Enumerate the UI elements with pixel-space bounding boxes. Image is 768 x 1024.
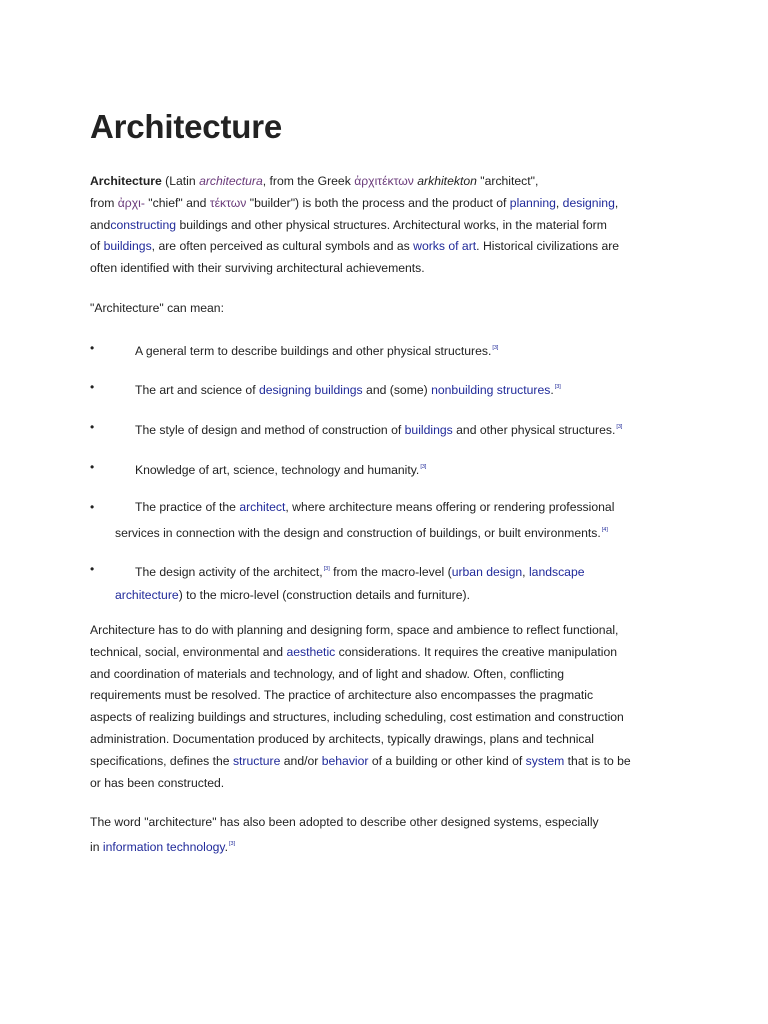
link-structure[interactable]: structure xyxy=(232,753,281,768)
intro-paragraph: Architecture (Latin architectura, from the Greek ἀρχιτέκτων arkhitekton "architect", from ἀρχι- "chief" and τέκτων "builder") is both the process and the product of planning, designing, andconstructing buildings and other physical structures. Architectural works, in the material form of buildings, are often perceived as cultural symbols and as works of art. Historical civilizations are often identified with their surviving architectural achievements. xyxy=(90,174,620,276)
bullet-icon: • xyxy=(90,460,95,474)
list-item: • A general term to describe buildings and other physical structures.[3] xyxy=(90,337,690,363)
link-works-of-art[interactable]: works of art xyxy=(413,239,477,254)
body-paragraph: The word "architecture" has also been adopted to describe other designed systems, especially in information technology.[3] xyxy=(90,815,599,854)
link-landscape-architecture[interactable]: landscape xyxy=(528,565,585,579)
bullet-icon: • xyxy=(90,500,95,514)
list-item: • The art and science of designing buildings and (some) nonbuilding structures.[3] xyxy=(90,376,690,402)
bullet-icon: • xyxy=(90,420,95,434)
body-paragraph: Architecture has to do with planning and designing form, space and ambience to reflect functional, technical, social, environmental and aesthetic considerations. It requires the creative manipulation and coordination of materials and technology, and of light and shadow. Often, conflicting requirements must be resolved. The practice of architecture also encompasses the pragmatic aspects of realizing buildings and structures, including scheduling, cost estimation and construction administration. Documentation produced by architects, typically drawings, plans and technical specifications, defines the structure and/or behavior of a building or other kind of system that is to be or has been constructed. xyxy=(90,623,631,790)
link-behavior[interactable]: behavior xyxy=(321,753,369,768)
link-architectura[interactable]: architectura xyxy=(199,174,263,188)
bullet-icon: • xyxy=(90,341,95,355)
reference-link[interactable]: [3] xyxy=(492,345,499,351)
link-information-technology[interactable]: information technology xyxy=(102,839,225,854)
link-constructing[interactable]: constructing xyxy=(110,217,177,232)
link-landscape-architecture-cont[interactable]: architecture xyxy=(115,587,179,602)
reference-link[interactable]: [3] xyxy=(420,464,427,470)
link-buildings-2[interactable]: buildings xyxy=(404,423,453,437)
list-item: • The style of design and method of construction of buildings and other physical structures.[3] xyxy=(90,416,690,442)
intro-bold-term: Architecture xyxy=(90,174,162,188)
list-item: • Knowledge of art, science, technology and humanity.[3] xyxy=(90,456,690,482)
link-urban-design[interactable]: urban design xyxy=(451,565,523,579)
reference-link[interactable]: [3] xyxy=(229,840,236,847)
page-title: Architecture xyxy=(90,108,282,145)
list-item: • The practice of the architect, where architecture means offering or rendering professional services in connection with the design and construction of buildings, or built environments.[4] xyxy=(90,496,690,544)
link-greek-arkhitekton[interactable]: ἀρχιτέκτων xyxy=(354,174,414,188)
link-greek-arkhi[interactable]: ἀρχι- xyxy=(117,195,145,210)
reference-link[interactable]: [3] xyxy=(616,424,623,430)
bullet-icon: • xyxy=(90,562,95,576)
link-buildings[interactable]: buildings xyxy=(103,239,152,254)
link-planning[interactable]: planning xyxy=(509,195,556,210)
list-item: • The design activity of the architect,[3] from the macro-level (urban design, landscape architecture) to the micro-level (construction details and furniture). xyxy=(90,558,690,606)
link-system[interactable]: system xyxy=(525,753,565,768)
reference-link[interactable]: [3] xyxy=(323,566,330,572)
link-nonbuilding-structures[interactable]: nonbuilding structures xyxy=(431,383,551,397)
link-architect[interactable]: architect xyxy=(239,500,286,514)
link-greek-tekton[interactable]: τέκτων xyxy=(209,195,247,210)
link-designing[interactable]: designing xyxy=(562,195,615,210)
reference-link[interactable]: [4] xyxy=(601,526,608,533)
link-aesthetic[interactable]: aesthetic xyxy=(286,644,336,659)
bullet-icon: • xyxy=(90,380,95,394)
can-mean-text: "Architecture" can mean: xyxy=(90,301,224,315)
link-designing-buildings[interactable]: designing buildings xyxy=(258,383,363,397)
reference-link[interactable]: [3] xyxy=(554,384,561,390)
